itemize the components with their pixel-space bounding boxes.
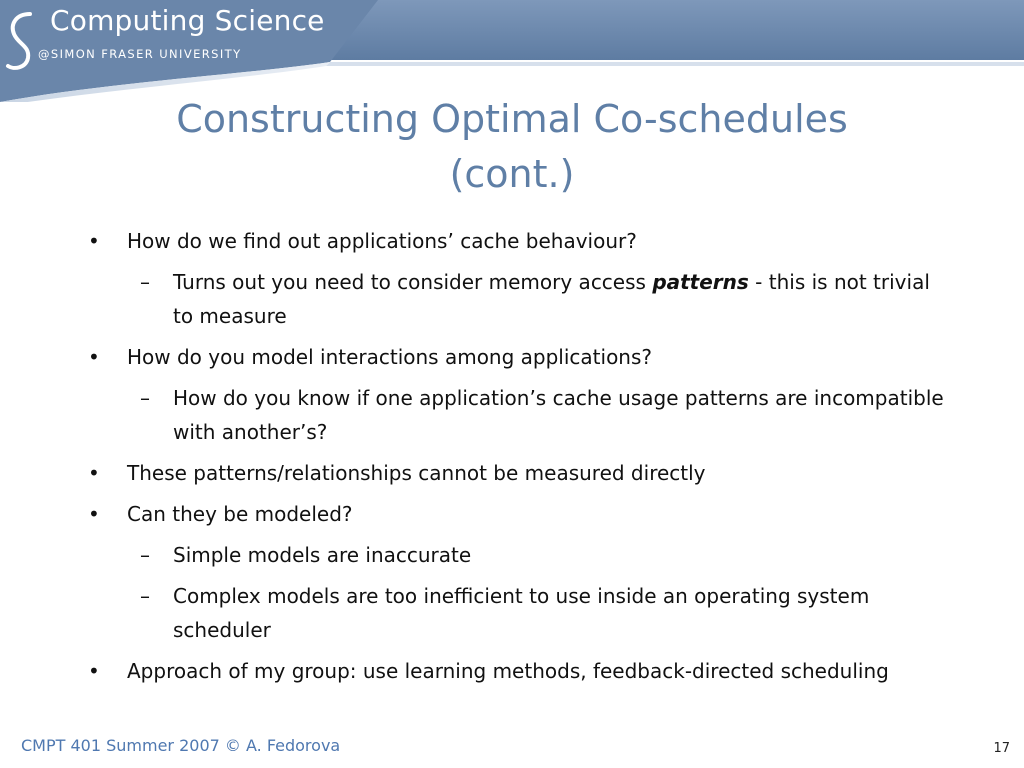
page-title [0, 92, 1024, 202]
list-item [88, 224, 948, 258]
header-banner [0, 0, 1024, 102]
list-item-text: These patterns/relationships cannot be measured directly [127, 461, 706, 485]
bullet-marker: • [88, 345, 100, 369]
bullet-marker: • [88, 659, 100, 683]
bullet-list [88, 224, 948, 688]
page-number: 17 [993, 741, 1010, 756]
brand-title: Computing Science [50, 4, 325, 37]
list-item-text: - this is not trivial to measure [173, 270, 930, 328]
bullet-marker: • [88, 461, 100, 485]
list-item [88, 456, 948, 490]
title-line-2: (cont.) [449, 152, 575, 196]
list-item-text: Can they be modeled? [127, 502, 353, 526]
list-item [88, 340, 948, 374]
dash-marker: – [140, 386, 150, 410]
bullet-marker: • [88, 229, 100, 253]
list-item-text: Turns out you need to consider memory access [173, 270, 653, 294]
footer-course-credit: CMPT 401 Summer 2007 © A. Fedorova [21, 736, 341, 755]
list-item [88, 538, 948, 572]
emphasis-text: patterns [652, 270, 749, 294]
bullet-marker: • [88, 502, 100, 526]
list-item [88, 497, 948, 531]
brand-subtitle: @SIMON FRASER UNIVERSITY [38, 47, 242, 61]
dash-marker: – [140, 543, 150, 567]
list-item-text: Approach of my group: use learning methods, feedback-directed scheduling [127, 659, 889, 683]
list-item [88, 265, 948, 333]
list-item-text: How do you know if one application’s cache usage patterns are incompatible with another’s? [173, 386, 944, 444]
list-item [88, 579, 948, 647]
list-item-text: How do you model interactions among applications? [127, 345, 653, 369]
list-item [88, 381, 948, 449]
list-item [88, 654, 948, 688]
dash-marker: – [140, 270, 150, 294]
dash-marker: – [140, 584, 150, 608]
list-item-text: How do we find out applications’ cache behaviour? [127, 229, 637, 253]
title-line-1: Constructing Optimal Co-schedules [176, 97, 848, 141]
list-item-text: Complex models are too inefficient to use inside an operating system scheduler [173, 584, 870, 642]
list-item-text: Simple models are inaccurate [173, 543, 472, 567]
